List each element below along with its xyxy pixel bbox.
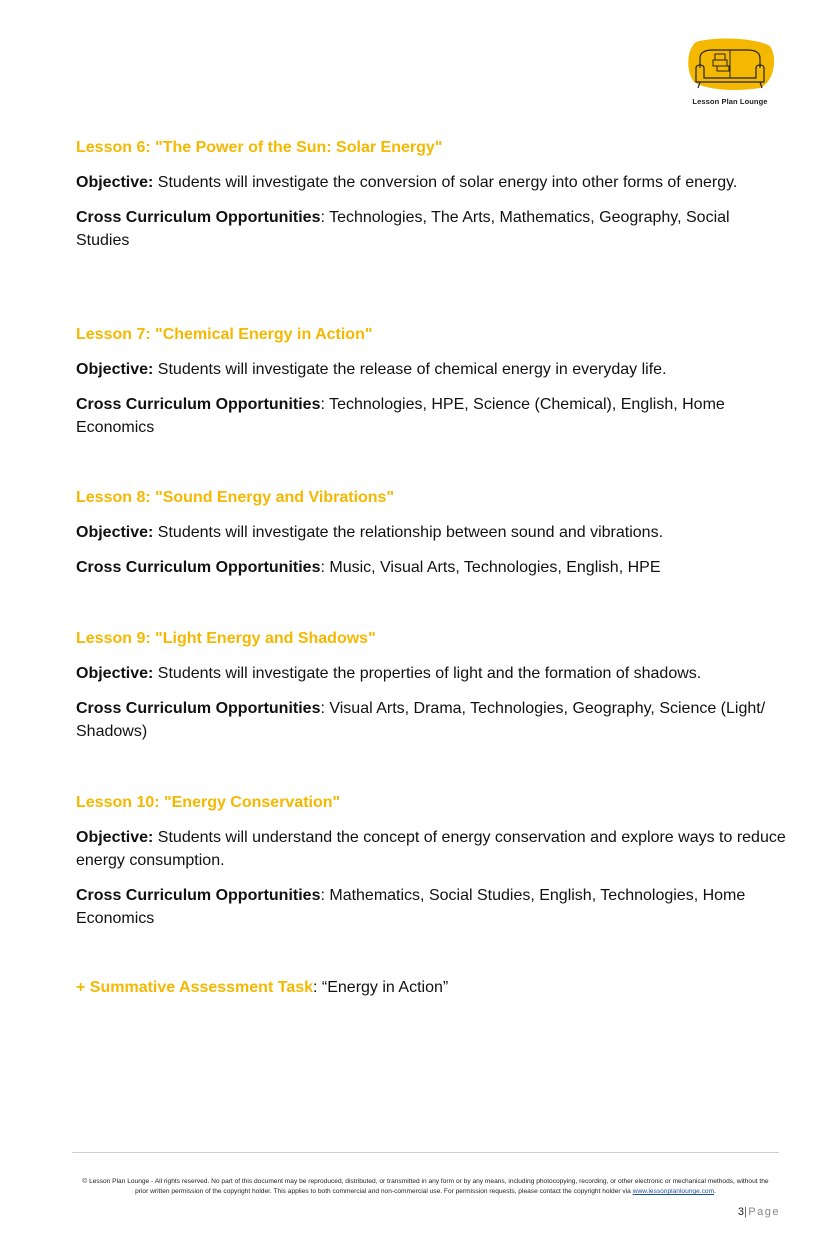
- objective-label: Objective:: [76, 524, 154, 541]
- objective-label: Objective:: [76, 665, 154, 682]
- lesson-objective: [76, 358, 786, 381]
- brand-logo: [682, 36, 778, 110]
- objective-text: Students will investigate the release of chemical energy in everyday life.: [153, 361, 667, 378]
- objective-label: Objective:: [76, 174, 154, 191]
- footer-copyright: [80, 1177, 771, 1197]
- cco-text: : Mathematics, Social Studies, English, Technologies, Home Economics: [76, 887, 746, 927]
- footer-divider: [72, 1152, 779, 1153]
- objective-label: Objective:: [76, 829, 154, 846]
- link-suffix: .: [714, 1188, 716, 1195]
- lesson-10: [76, 793, 786, 930]
- lesson-title: Lesson 8: "Sound Energy and Vibrations": [76, 489, 395, 506]
- page-number: [700, 1206, 780, 1218]
- logo-wordmark: Lesson Plan Lounge: [692, 97, 768, 106]
- lesson-cross-curriculum: [76, 393, 786, 439]
- lesson-objective: [76, 171, 786, 194]
- lesson-9: [76, 629, 786, 743]
- objective-text: Students will understand the concept of energy conservation and explore ways to reduce energy consumption.: [76, 829, 786, 869]
- page-number-value: 3: [737, 1206, 744, 1218]
- cco-label: Cross Curriculum Opportunities: [76, 396, 321, 413]
- summative-label: + Summative Assessment Task: [76, 979, 314, 996]
- objective-text: Students will investigate the relationship between sound and vibrations.: [153, 524, 664, 541]
- cco-text: : Technologies, HPE, Science (Chemical), English, Home Economics: [76, 396, 725, 436]
- cco-text: : Technologies, The Arts, Mathematics, Geography, Social Studies: [76, 209, 730, 249]
- lesson-objective: [76, 521, 786, 544]
- lesson-8: [76, 488, 786, 579]
- cco-label: Cross Curriculum Opportunities: [76, 887, 321, 904]
- lesson-6: [76, 138, 786, 252]
- lesson-objective: [76, 826, 786, 872]
- lesson-7: [76, 325, 786, 439]
- objective-label: Objective:: [76, 361, 154, 378]
- cco-label: Cross Curriculum Opportunities: [76, 700, 321, 717]
- objective-text: Students will investigate the properties of light and the formation of shadows.: [153, 665, 702, 682]
- lesson-title: Lesson 7: "Chemical Energy in Action": [76, 326, 373, 343]
- lesson-cross-curriculum: [76, 884, 786, 930]
- summative-assessment: [76, 978, 448, 998]
- lesson-title: Lesson 9: "Light Energy and Shadows": [76, 630, 376, 647]
- page-word: Page: [748, 1206, 780, 1218]
- page-separator: |: [743, 1206, 749, 1218]
- lesson-cross-curriculum: [76, 697, 786, 743]
- sofa-logo-icon: [686, 38, 774, 90]
- objective-text: Students will investigate the conversion of solar energy into other forms of energy.: [153, 174, 738, 191]
- cco-text: : Music, Visual Arts, Technologies, English, HPE: [320, 559, 661, 576]
- lesson-title: Lesson 10: "Energy Conservation": [76, 794, 341, 811]
- lesson-cross-curriculum: [76, 206, 786, 252]
- lesson-title: Lesson 6: "The Power of the Sun: Solar Energy": [76, 139, 443, 156]
- copyright-text: © Lesson Plan Lounge - All rights reserved. No part of this document may be reproduced, distributed, or transmitted in any form or by any means, including photocopying, recording, or other electronic or mechanical methods, without the prior written permission of the copyright holder. This applies to both commercial and non-commercial use. For permission requests, please contact the copyright holder via: [82, 1178, 769, 1195]
- lesson-cross-curriculum: [76, 556, 786, 579]
- website-link[interactable]: www.lessonplanlounge.com: [632, 1188, 715, 1195]
- summative-text: : “Energy in Action”: [313, 979, 449, 996]
- cco-text: : Visual Arts, Drama, Technologies, Geography, Science (Light/ Shadows): [76, 700, 766, 740]
- cco-label: Cross Curriculum Opportunities: [76, 209, 321, 226]
- lesson-objective: [76, 662, 786, 685]
- cco-label: Cross Curriculum Opportunities: [76, 559, 321, 576]
